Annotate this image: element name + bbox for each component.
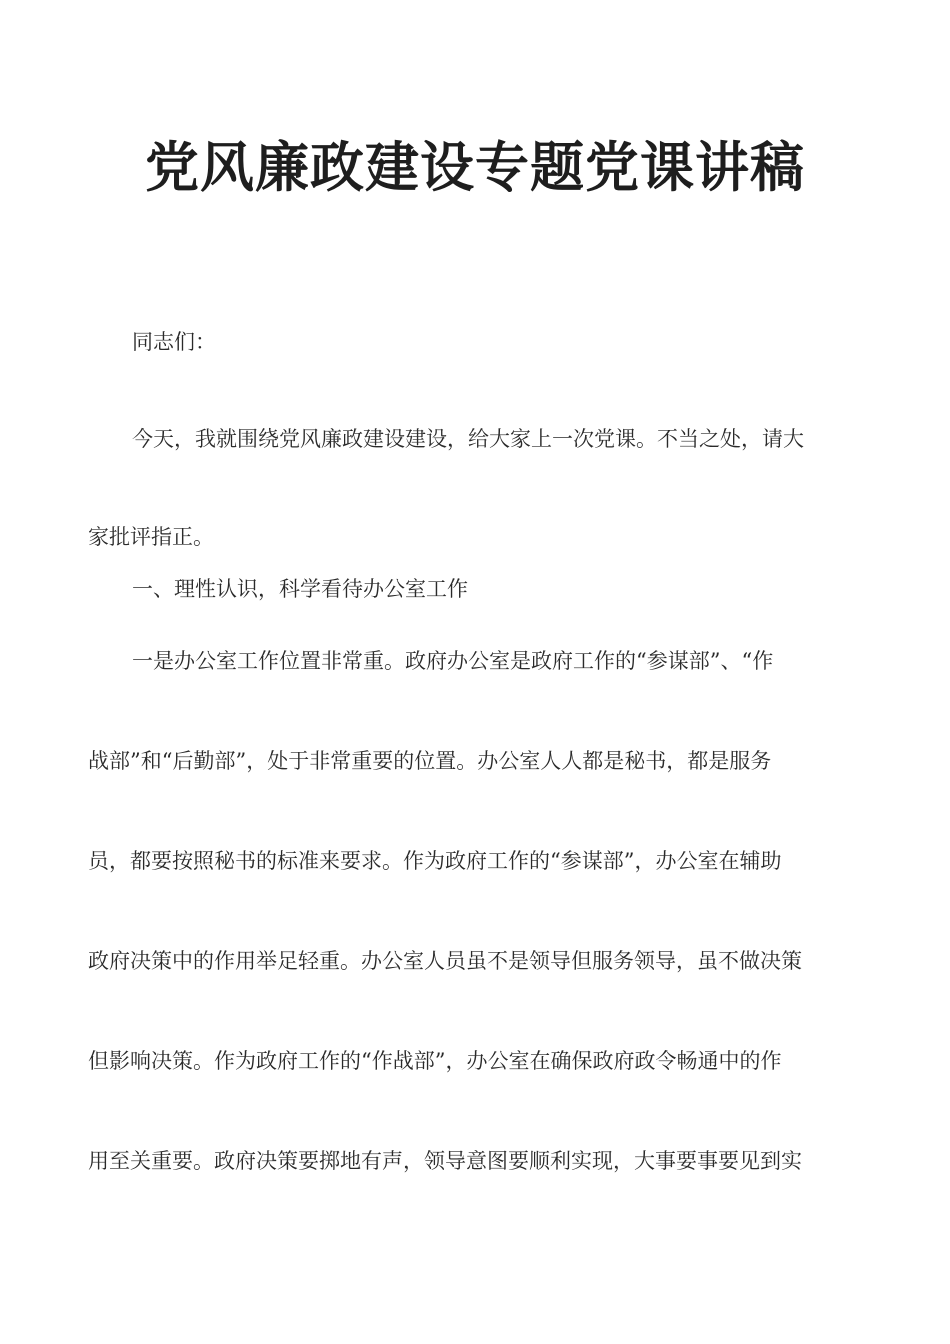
intro-line-2: 家批评指正。 (88, 525, 214, 549)
intro-line-1: 今天，我就围绕党风廉政建设建设，给大家上一次党课。不当之处，请大 (132, 427, 804, 451)
section1-line-6: 用至关重要。政府决策要掷地有声，领导意图要顺利实现，大事要事要见到实 (88, 1149, 802, 1173)
section1-line-5: 但影响决策。作为政府工作的“作战部”，办公室在确保政府政令畅通中的作 (88, 1049, 782, 1073)
salutation: 同志们： (132, 330, 216, 354)
intro-paragraph (88, 389, 850, 587)
document-title: 党风廉政建设专题党课讲稿 (145, 136, 805, 199)
section1-line-4: 政府决策中的作用举足轻重。办公室人员虽不是领导但服务领导，虽不做决策 (88, 949, 802, 973)
document-body (88, 318, 850, 1211)
section1-paragraph (88, 611, 850, 1211)
section1-line-3: 员，都要按照秘书的标准来要求。作为政府工作的“参谋部”，办公室在辅助 (88, 849, 782, 873)
section1-line-2: 战部”和“后勤部”，处于非常重要的位置。办公室人人都是秘书，都是服务 (88, 749, 772, 773)
section-heading-1: 一、理性认识，科学看待办公室工作 (132, 577, 468, 601)
section1-line-1: 一是办公室工作位置非常重。政府办公室是政府工作的“参谋部”、“作 (132, 649, 774, 673)
